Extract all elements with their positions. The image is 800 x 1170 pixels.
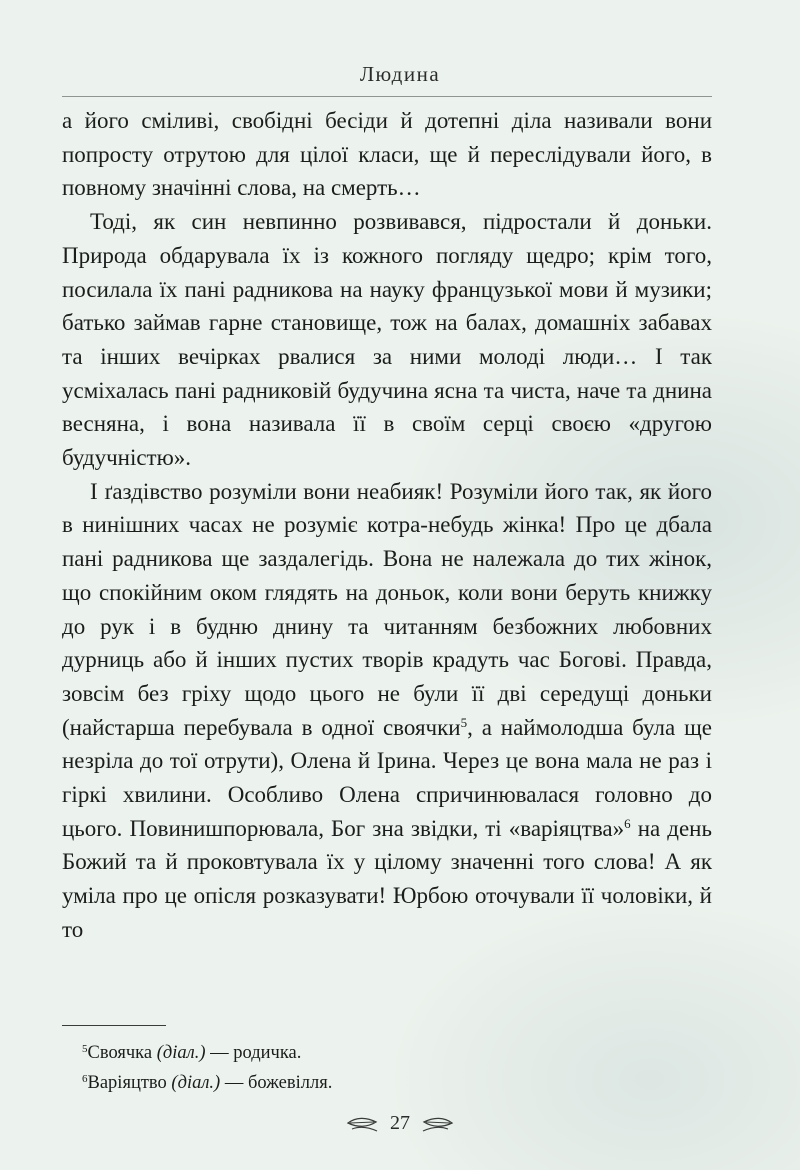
footnote-ref-6[interactable]: 6 [624, 815, 631, 831]
footnote-label: (діал.) [171, 1073, 221, 1093]
body-text [62, 104, 712, 947]
footnote-ref-5[interactable]: 5 [460, 714, 468, 730]
footnote-mark: 5 [82, 1043, 88, 1055]
footnotes [62, 1038, 712, 1098]
footnote-term: Своячка [87, 1043, 157, 1063]
running-head: Людина [359, 62, 441, 86]
footnote-gloss: — родичка. [205, 1043, 302, 1063]
footnote-label: (діал.) [156, 1043, 206, 1063]
footnote-gloss: — божевілля. [220, 1073, 333, 1093]
footnote-5 [62, 1038, 712, 1068]
footnote-mark: 6 [82, 1073, 88, 1085]
footnote-6 [62, 1068, 712, 1098]
page-number: 27 [390, 1112, 410, 1134]
footnote-term: Варіяцтво [87, 1073, 172, 1093]
left-leaf-ornament-icon [346, 1113, 380, 1135]
header-rule [62, 96, 712, 97]
paragraph-3-part-a: І ґаздівство розуміли вони неабияк! Розуміли його так, як його в нинішних часах не розуміє котра-небудь жінка! Про це дбала пані радникова ще заздалегідь. Вона не належала до тих жінок, що спокійним оком глядять на доньок, коли вони беруть книжку до рук і в будню днину та читанням безбожних любовних дурниць або й інших пустих творів крадуть час Богові. Правда, зовсім без гріху щодо цього не були її дві середущі доньки (найстарша перебувала в одної своячки [62, 478, 712, 740]
paragraph-3 [62, 475, 712, 947]
page-footer [0, 1112, 800, 1135]
paragraph-1: а його сміливі, свобідні бесіди й дотепні діла називали вони попросту отрутою для цілої класи, ще й переслідували його, в повному значінні слова, на смерть… [62, 108, 712, 201]
paragraph-3-part-b: , а наймолодша була ще незріла до тої отрути), Олена й Ірина. Через це вона мала не раз і гіркі хвилини. Особливо Олена спричинювалася головно до цього. Повинишпорювала, Бог зна звідки, ті «варіяцтва» [62, 714, 712, 841]
right-leaf-ornament-icon [420, 1113, 454, 1135]
paragraph-3-part-c: на день Божий та й проковтувала їх у цілому значенні того слова! А як уміла про це опісля розказувати! Юрбою оточували її чоловіки, й то [62, 815, 712, 942]
footnote-rule [62, 1025, 166, 1026]
paragraph-2: Тоді, як син невпинно розвивався, підростали й доньки. Природа обдарувала їх із кожного погляду щедро; крім того, посилала їх пані радникова на науку французької мови й музики; батько займав гарне становище, тож на балах, домашніх забавах та інших вечірках рвалися за ними молоді люди… І так усміхалась пані радниковій будучина ясна та чиста, наче та днина весняна, і вона називала її в своїм серці своєю «другою будучністю». [62, 209, 712, 471]
